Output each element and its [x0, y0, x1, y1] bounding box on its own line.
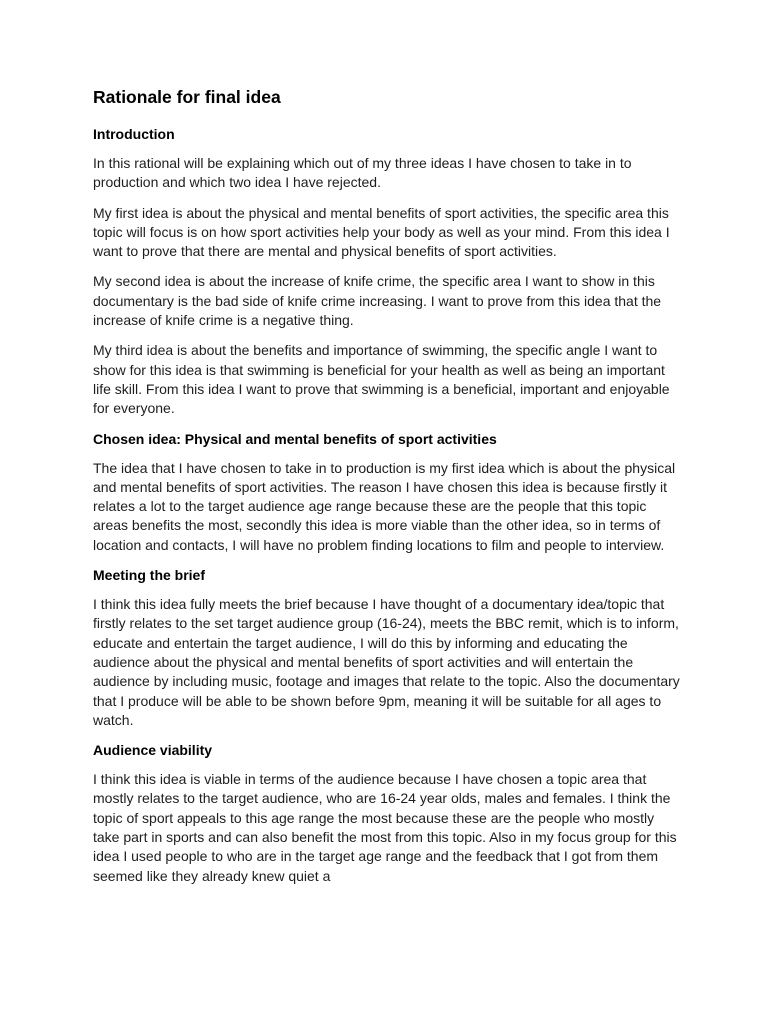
- paragraph-second-idea: My second idea is about the increase of knife crime, the specific area I want to show in this documentary is the bad side of knife crime increasing. I want to prove from this idea that the increase of knife crime is a negative thing.: [93, 273, 662, 329]
- document-content: [93, 86, 683, 897]
- paragraph-chosen-idea: The idea that I have chosen to take in to production is my first idea which is about the physical and mental benefits of sport activities. The reason I have chosen this idea is because firstly it relates a lot to the target audience age range because these are the people that this topic areas benefits the most, secondly this idea is more viable than the other idea, so in terms of location and contacts, I will have no problem finding locations to film and people to interview.: [93, 459, 676, 553]
- paragraph-intro-rationale: In this rational will be explaining which out of my three ideas I have chosen to take in to production and which two idea I have rejected.: [93, 155, 632, 191]
- paragraph-meeting-brief: I think this idea fully meets the brief because I have thought of a documentary idea/topic that firstly relates to the set target audience group (16-24), meets the BBC remit, which is to inform, educate and entertain the target audience, I will do this by informing and educating the audience about the physical and mental benefits of sport activities and will entertain the audience by including music, footage and images that relate to the topic. Also the documentary that I produce will be able to be shown before 9pm, meaning it will be suitable for all ages to watch.: [93, 596, 680, 728]
- paragraph-audience-viability: I think this idea is viable in terms of the audience because I have chosen a topic area that mostly relates to the target audience, who are 16-24 year olds, males and females. I think the topic of sport appeals to this age range the most because these are the people who mostly take part in sports and can also benefit the most from this topic. Also in my focus group for this idea I used people to who are in the target age range and the feedback that I got from them seemed like they already knew quiet a: [93, 771, 677, 884]
- heading-meeting-brief: Meeting the brief: [93, 567, 206, 584]
- heading-chosen-idea: Chosen idea: Physical and mental benefits of sport activities: [93, 430, 497, 447]
- document-title: Rationale for final idea: [93, 87, 281, 107]
- heading-audience-viability: Audience viability: [93, 742, 213, 759]
- paragraph-third-idea: My third idea is about the benefits and importance of swimming, the specific angle I want to show for this idea is that swimming is beneficial for your health as well as being an important life skill. From this idea I want to prove that swimming is a beneficial, important and enjoyable for everyone.: [93, 342, 670, 417]
- heading-introduction: Introduction: [93, 126, 175, 142]
- paragraph-first-idea: My first idea is about the physical and mental benefits of sport activities, the specific area this topic will focus is on how sport activities help your body as well as your mind. From this idea I want to prove that there are mental and physical benefits of sport activities.: [93, 204, 670, 260]
